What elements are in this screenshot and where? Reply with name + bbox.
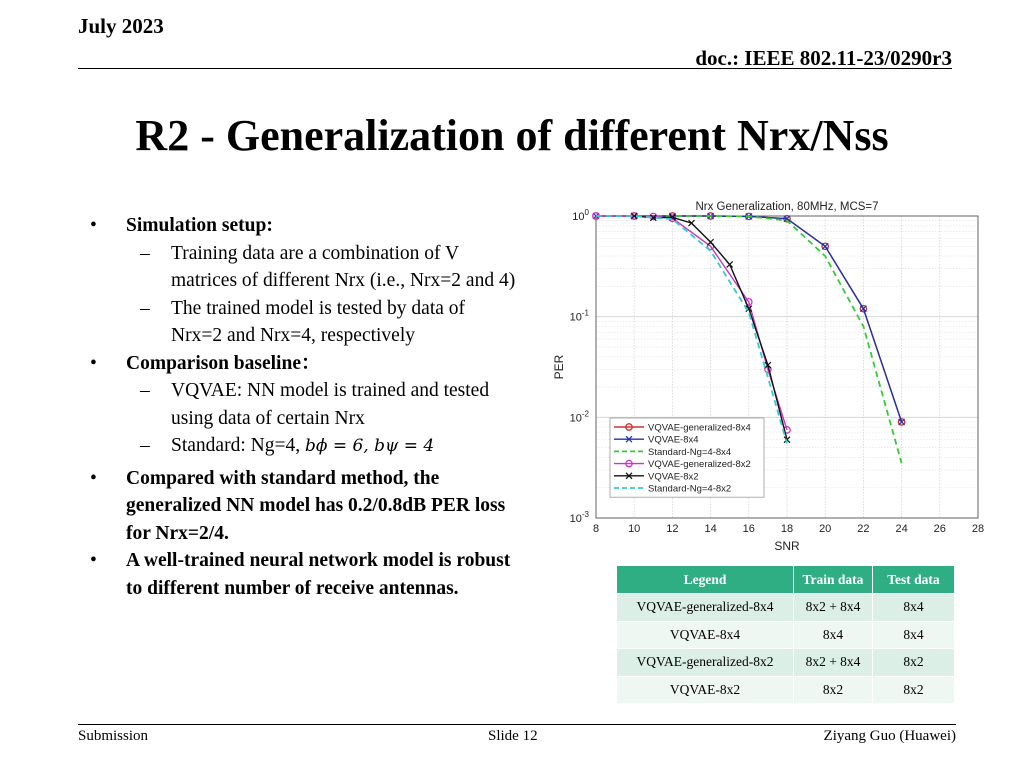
sub-bullet-baseline-1 xyxy=(90,377,520,432)
baseline-item-2-math: bϕ = 6, bψ = 4 xyxy=(304,436,435,456)
table-row xyxy=(617,593,954,621)
sub-bullet-baseline-2 xyxy=(90,432,520,461)
setup-item-1: Training data are a combination of V matrices of different Nrx (i.e., Nrx=2 and 4) xyxy=(171,242,516,291)
table-cell-train: 8x2 xyxy=(793,676,872,704)
x-tick-label: 28 xyxy=(971,523,985,535)
sub-bullet-setup-1 xyxy=(90,240,520,295)
table-cell-test: 8x2 xyxy=(872,676,954,704)
y-axis-label: PER xyxy=(552,354,566,380)
table-header-legend: Legend xyxy=(617,566,793,593)
x-tick-label: 24 xyxy=(895,523,908,535)
header-divider xyxy=(78,68,952,69)
dash-icon: – xyxy=(140,297,150,319)
x-tick-label: 18 xyxy=(780,523,794,535)
header-date: July 2023 xyxy=(78,14,164,38)
x-tick-label: 26 xyxy=(933,523,946,535)
baseline-heading: Comparison baseline： xyxy=(126,352,321,374)
legend-table xyxy=(617,566,954,703)
legend-label: VQVAE-8x4 xyxy=(648,434,699,446)
chart-title: Nrx Generalization, 80MHz, MCS=7 xyxy=(695,201,879,213)
x-tick-label: 16 xyxy=(742,523,755,535)
setup-item-2: The trained model is tested by data of Nrx=2 and Nrx=4, respectively xyxy=(171,297,466,346)
conclusion-2: A well-trained neural network model is robust to different number of receive antennas. xyxy=(126,550,511,599)
bullet-conclusion-1 xyxy=(90,465,520,548)
y-tick-label: $10^{-1}$ xyxy=(569,308,589,324)
table-cell-legend: VQVAE-8x4 xyxy=(617,621,793,649)
dash-icon: – xyxy=(140,380,150,401)
footer-divider xyxy=(78,724,956,725)
table-header-test: Test data xyxy=(872,566,954,593)
conclusion-1: Compared with standard method, the generalized NN model has 0.2/0.8dB PER loss for Nrx=2/4. xyxy=(126,467,506,544)
table-cell-legend: VQVAE-generalized-8x2 xyxy=(617,648,793,676)
legend-label: VQVAE-generalized-8x2 xyxy=(648,459,751,471)
x-axis-label: SNR xyxy=(774,539,800,553)
table-cell-train: 8x4 xyxy=(793,621,872,649)
table-row xyxy=(617,676,954,704)
x-tick-label: 20 xyxy=(819,523,832,535)
y-tick-label: $10^{-2}$ xyxy=(569,409,589,425)
x-tick-label: 12 xyxy=(666,523,679,535)
table-cell-test: 8x2 xyxy=(872,648,954,676)
dash-icon: – xyxy=(140,242,150,264)
bullet-list xyxy=(90,212,520,602)
table-cell-train: 8x2 + 8x4 xyxy=(793,593,872,621)
x-tick-label: 14 xyxy=(704,523,717,535)
y-tick-label: $10^{-3}$ xyxy=(569,510,589,525)
table-cell-test: 8x4 xyxy=(872,593,954,621)
bullet-conclusion-2 xyxy=(90,547,520,602)
bullet-setup xyxy=(90,212,520,240)
y-tick-label: $10^0$ xyxy=(572,208,589,223)
bullet-dot-icon: • xyxy=(90,215,97,236)
table-cell-legend: VQVAE-generalized-8x4 xyxy=(617,593,793,621)
baseline-item-1: VQVAE: NN model is trained and tested using data of certain Nrx xyxy=(171,380,490,429)
legend-label: Standard-Ng=4-8x2 xyxy=(648,483,732,495)
slide-title: R2 - Generalization of different Nrx/Nss xyxy=(135,111,889,160)
bullet-dot-icon: • xyxy=(90,352,97,374)
table-cell-legend: VQVAE-8x2 xyxy=(617,676,793,704)
table-header-row xyxy=(617,566,954,593)
table-row xyxy=(617,621,954,649)
baseline-item-2-prefix: Standard: Ng=4, xyxy=(171,435,301,456)
sub-bullet-setup-2 xyxy=(90,295,520,350)
x-tick-label: 22 xyxy=(857,523,870,535)
legend-label: VQVAE-8x2 xyxy=(648,471,699,483)
legend-label: VQVAE-generalized-8x4 xyxy=(648,422,751,434)
footer-left: Submission xyxy=(78,728,149,744)
setup-heading: Simulation setup: xyxy=(126,215,273,236)
header-doc-id: doc.: IEEE 802.11-23/0290r3 xyxy=(695,46,952,70)
legend-label: Standard-Ng=4-8x4 xyxy=(648,446,732,458)
table-cell-test: 8x4 xyxy=(872,621,954,649)
table-cell-train: 8x2 + 8x4 xyxy=(793,648,872,676)
per-chart xyxy=(548,196,988,560)
footer-author: Ziyang Guo (Huawei) xyxy=(823,728,956,744)
x-tick-label: 10 xyxy=(628,523,641,535)
x-tick-label: 8 xyxy=(592,523,600,535)
bullet-baseline xyxy=(90,350,520,378)
dash-icon: – xyxy=(140,435,150,456)
bullet-dot-icon: • xyxy=(90,550,97,571)
table-row xyxy=(617,648,954,676)
slide-number: Slide 12 xyxy=(488,728,538,744)
bullet-dot-icon: • xyxy=(90,467,97,489)
table-header-train: Train data xyxy=(793,566,872,593)
